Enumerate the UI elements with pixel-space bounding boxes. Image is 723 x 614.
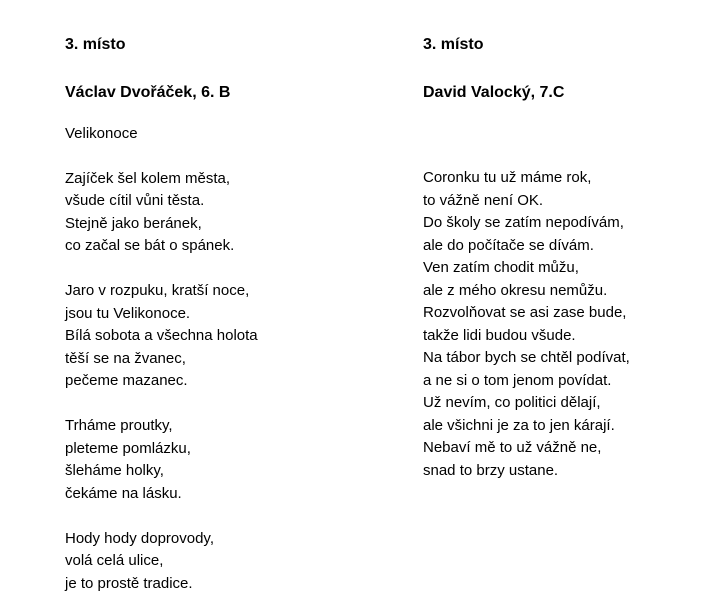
poem-line: snad to brzy ustane. — [423, 461, 559, 479]
poem-line: těší se na žvanec, — [65, 349, 186, 367]
poem-line: ale z mého okresu nemůžu. — [423, 281, 608, 299]
poem-line: Trháme proutky, — [65, 417, 173, 434]
poem-line: Do školy se zatím nepodívám, — [423, 214, 624, 231]
poem-line: ale do počítače se dívám. — [423, 236, 594, 254]
poem-line: Rozvolňovat se asi zase bude, — [423, 304, 627, 321]
author-heading: David Valocký, 7.C — [423, 83, 565, 101]
poem-line: pleteme pomlázku, — [65, 439, 191, 457]
poem-line: Nebaví mě to už vážně ne, — [423, 439, 602, 456]
rank-heading: 3. místo — [65, 36, 126, 53]
poem-line: takže lidi budou všude. — [423, 326, 576, 344]
entry-right — [423, 34, 713, 482]
poem-line: čekáme na lásku. — [65, 484, 182, 502]
poem-line: ale všichni je za to jen kárají. — [423, 416, 615, 434]
author-heading: Václav Dvořáček, 6. B — [65, 83, 231, 101]
stanza — [65, 280, 395, 393]
poem-line: Bílá sobota a všechna holota — [65, 327, 258, 344]
poem-line: Stejně jako beránek, — [65, 214, 202, 232]
poem-line: Na tábor bych se chtěl podívat, — [423, 349, 630, 366]
poem-line: Zajíček šel kolem města, — [65, 169, 231, 187]
poem-line: jsou tu Velikonoce. — [65, 304, 191, 322]
stanza — [65, 528, 395, 596]
poem-line: Už nevím, co politici dělají, — [423, 394, 601, 411]
poem-line: Jaro v rozpuku, kratší noce, — [65, 282, 250, 299]
poem-line: a ne si o tom jenom povídat. — [423, 371, 612, 389]
rank-heading: 3. místo — [423, 36, 484, 53]
poem-title: Velikonoce — [65, 125, 138, 142]
poem-line: je to prostě tradice. — [65, 574, 193, 592]
poem-line: Coronku tu už máme rok, — [423, 169, 592, 186]
stanza — [65, 168, 395, 258]
poem-line: šleháme holky, — [65, 462, 164, 479]
poem-line: všude cítil vůni těsta. — [65, 192, 205, 209]
stanza — [423, 167, 713, 482]
entry-left — [65, 34, 395, 595]
poem-line: Ven zatím chodit můžu, — [423, 259, 579, 276]
poem-line: pečeme mazanec. — [65, 372, 188, 389]
stanza — [65, 415, 395, 505]
poem-line: to vážně není OK. — [423, 191, 544, 209]
poem-line: volá celá ulice, — [65, 552, 164, 569]
poem-line: Hody hody doprovody, — [65, 529, 214, 547]
poem-line: co začal se bát o spánek. — [65, 237, 235, 254]
